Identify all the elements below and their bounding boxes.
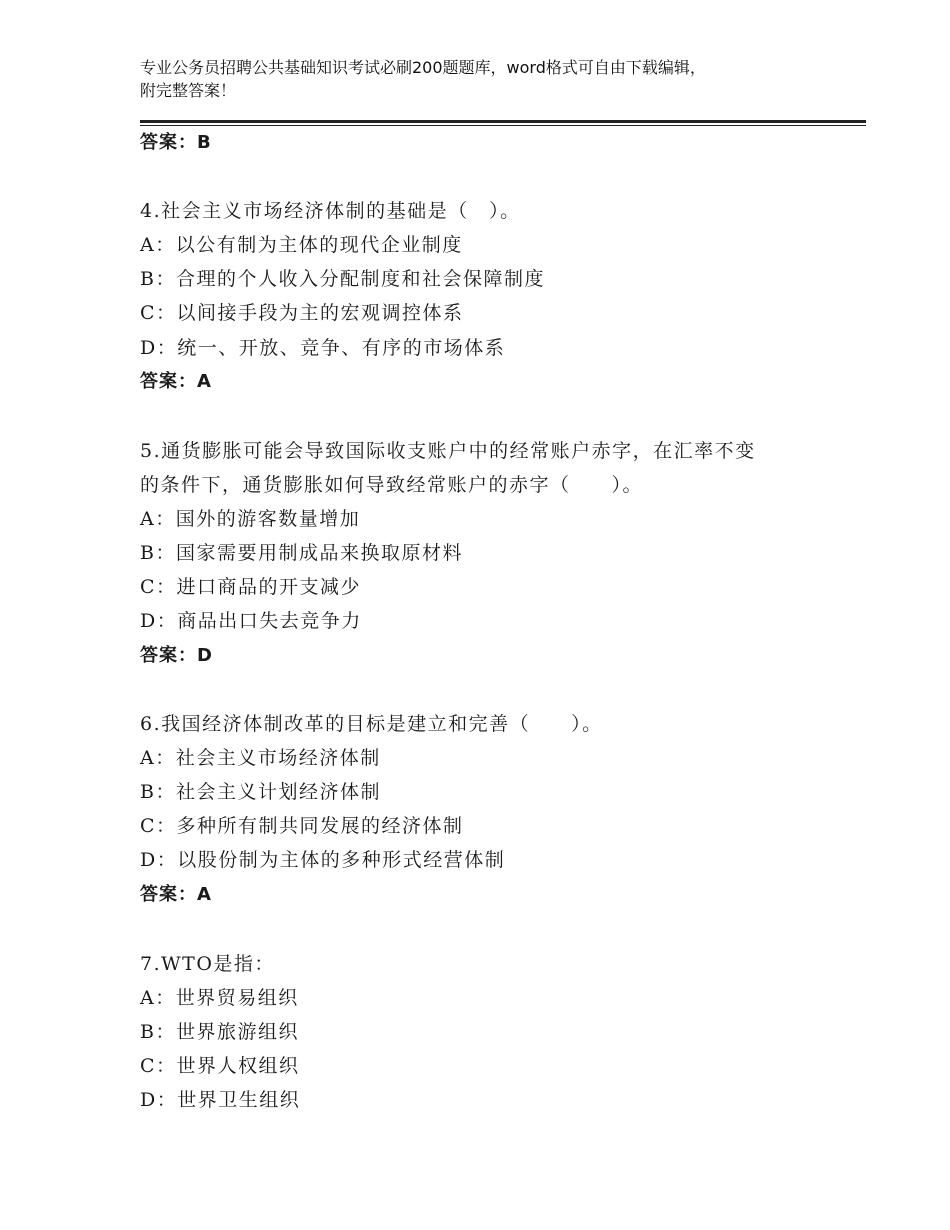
header-rule-thick bbox=[140, 120, 866, 123]
question-5-stem-line-2: 的条件下，通货膨胀如何导致经常账户的赤字（ ）。 bbox=[140, 474, 644, 496]
question-7-stem: 7.WTO是指： bbox=[140, 953, 275, 975]
header-line-2: 附完整答案！ bbox=[140, 81, 237, 100]
header-rule-thin bbox=[140, 125, 866, 126]
question-6-option-d: D：以股份制为主体的多种形式经营体制 bbox=[140, 849, 506, 871]
question-7-option-c: C：世界人权组织 bbox=[140, 1055, 300, 1077]
question-7-option-d: D：世界卫生组织 bbox=[140, 1089, 301, 1111]
header-line-1: 专业公务员招聘公共基础知识考试必刷200题题库，word格式可自由下载编辑， bbox=[140, 58, 706, 77]
question-5-option-a: A：国外的游客数量增加 bbox=[140, 508, 361, 530]
question-4-option-a: A：以公有制为主体的现代企业制度 bbox=[140, 234, 463, 256]
question-6-option-c: C：多种所有制共同发展的经济体制 bbox=[140, 815, 464, 837]
document-header bbox=[140, 56, 820, 102]
question-5-option-d: D：商品出口失去竞争力 bbox=[140, 610, 362, 632]
question-6-answer: 答案：A bbox=[140, 884, 212, 905]
question-4-stem: 4.社会主义市场经济体制的基础是（ ）。 bbox=[140, 200, 521, 222]
question-5-stem-line-1: 5.通货膨胀可能会导致国际收支账户中的经常账户赤字，在汇率不变 bbox=[140, 440, 756, 462]
question-5-option-c: C：进口商品的开支减少 bbox=[140, 576, 362, 598]
question-6-option-a: A：社会主义市场经济体制 bbox=[140, 747, 381, 769]
question-7-option-b: B：世界旅游组织 bbox=[140, 1021, 299, 1043]
question-5-option-b: B：国家需要用制成品来换取原材料 bbox=[140, 542, 463, 564]
question-4-answer: 答案：A bbox=[140, 371, 212, 392]
question-6-stem: 6.我国经济体制改革的目标是建立和完善（ ）。 bbox=[140, 713, 603, 735]
previous-answer: 答案：B bbox=[140, 132, 212, 153]
question-4-option-d: D：统一、开放、竞争、有序的市场体系 bbox=[140, 337, 506, 359]
question-5-answer: 答案：D bbox=[140, 645, 213, 666]
question-4-option-c: C：以间接手段为主的宏观调控体系 bbox=[140, 302, 464, 324]
question-4-option-b: B：合理的个人收入分配制度和社会保障制度 bbox=[140, 268, 545, 290]
question-7-option-a: A：世界贸易组织 bbox=[140, 987, 299, 1009]
question-6-option-b: B：社会主义计划经济体制 bbox=[140, 781, 381, 803]
